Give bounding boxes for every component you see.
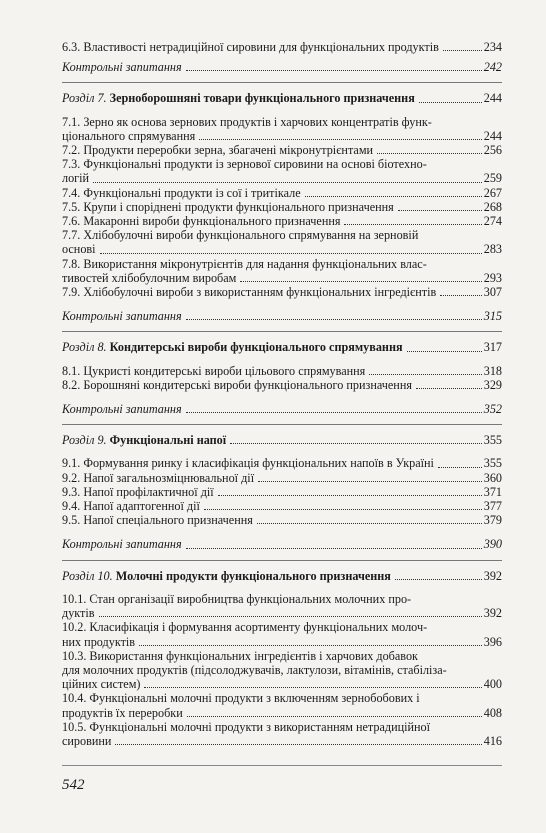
entry-title: 6.3. Властивості нетрадиційної сировини для функціональних продуктів [62,40,439,54]
chapter-heading [62,91,502,105]
page-number: 293 [483,270,502,285]
toc-entry [62,214,502,228]
page-number: 259 [483,171,502,186]
page-number: 244 [483,91,502,106]
entry-title: 7.2. Продукти переробки зерна, збагачені мікронутрієнтами [62,143,374,158]
toc-entry [62,186,502,200]
dot-leader [186,319,482,320]
page-number: 379 [483,513,502,528]
page-number: 392 [483,606,502,621]
chapter-title: Кондитерські вироби функціонального спрямування [109,340,403,355]
dot-leader [204,509,482,510]
dot-leader [438,467,482,468]
entry-title: Контрольні запитання [62,309,182,324]
entry-title-line: 7.7. Хлібобулочні вироби функціонального спрямування на зерновій [62,228,419,243]
page-folio: 542 [62,777,85,793]
chapter-title: Функціональні напої [109,433,227,448]
dot-leader [395,579,482,580]
page-number: 408 [483,705,502,720]
page-number: 360 [483,470,502,485]
toc-entry [62,620,502,648]
entry-title-line: ціонального спрямування [62,128,196,143]
dot-leader [377,153,482,154]
entry-title-line: 7.1. Зерно як основа зернових продуктів і харчових концентратів функ- [62,114,432,129]
dot-leader [187,716,482,717]
entry-title-line: для молочних продуктів (підсолоджувачів, лактулози, вітамінів, стабіліза- [62,662,447,677]
toc-entry [62,471,502,485]
toc-entry [62,200,502,214]
dot-leader [144,687,481,688]
page-number: 242 [483,60,502,75]
page-number: 352 [483,402,502,417]
entry-title: 8.1. Цукристі кондитерські вироби цільового спрямування [62,363,366,378]
entry-title-line: 10.1. Стан організації виробництва функціональних молочних про- [62,591,412,606]
page-number: 355 [483,433,502,448]
toc-entry [62,157,502,185]
divider [62,560,502,561]
entry-title: 9.2. Напої загальнозміцнювальної дії [62,470,255,485]
toc-entry [62,485,502,499]
page-number: 307 [483,285,502,300]
dot-leader [416,388,482,389]
dot-leader [186,412,482,413]
page-number: 377 [483,499,502,514]
page-number: 318 [483,363,502,378]
page-number: 329 [483,377,502,392]
page-number: 267 [483,185,502,200]
entry-title: 9.5. Напої спеціального призначення [62,513,253,528]
entry-title-line: тивостей хлібобулочним виробам [62,270,237,285]
entry-title: 9.1. Формування ринку і класифікація функціональних напоїв в Україні [62,456,434,471]
page-number: 416 [483,733,502,748]
entry-title-line: ційних систем) [62,677,141,692]
chapter-label: Розділ 10. [62,568,113,583]
dot-leader [407,351,482,352]
dot-leader [443,50,482,51]
chapter-heading [62,433,502,447]
page-number: 390 [483,537,502,552]
page-number: 268 [483,199,502,214]
dot-leader [344,224,481,225]
entry-title-line: дуктів [62,606,95,621]
chapter-title: Зерноборошняні товари функціонального призначення [109,91,415,106]
dot-leader [99,616,482,617]
chapter-label: Розділ 7. [62,91,107,106]
dot-leader [115,744,481,745]
chapter-title: Молочні продукти функціонального призначення [115,568,391,583]
control-questions-entry [62,60,502,74]
entry-title-line: сировини [62,733,112,748]
entry-title-line: них продуктів [62,634,136,649]
page-number: 317 [483,340,502,355]
entry-title-line: 10.5. Функціональні молочні продукти з використанням нетрадиційної [62,719,431,734]
entry-title: 7.6. Макаронні вироби функціонального призначення [62,214,341,229]
toc-entry [62,499,502,513]
page-number: 283 [483,242,502,257]
chapter-label: Розділ 8. [62,340,107,355]
toc-entry [62,257,502,285]
entry-title-line: 10.4. Функціональні молочні продукти з включенням зернобобових і [62,691,420,706]
dot-leader [100,253,482,254]
chapter-heading [62,340,502,354]
footer-rule [62,765,502,766]
entry-title: 7.9. Хлібобулочні вироби з використанням функціональних інгредієнтів [62,285,437,300]
chapter-heading [62,569,502,583]
page-number: 256 [483,143,502,158]
dot-leader [186,70,482,71]
entry-title-line: продуктів їх переробки [62,705,183,720]
page-number: 396 [483,634,502,649]
page-number: 244 [483,128,502,143]
toc-entry [62,691,502,719]
page-number: 274 [483,214,502,229]
dot-leader [139,645,482,646]
toc-entry [62,720,502,748]
divider [62,424,502,425]
entry-title-line: 7.8. Використання мікронутрієнтів для надання функціональних влас- [62,256,427,271]
toc-entry [62,143,502,157]
toc-entry [62,649,502,692]
entry-title: Контрольні запитання [62,60,182,75]
entry-title: 8.2. Борошняні кондитерські вироби функціонального призначення [62,377,412,392]
dot-leader [440,295,481,296]
dot-leader [199,139,481,140]
toc-entry [62,513,502,527]
control-questions-entry [62,537,502,551]
entry-title: 7.4. Функціональні продукти із сої і тритікале [62,185,301,200]
entry-title-line: 10.2. Класифікація і формування асортименту функціональних молоч- [62,620,428,635]
entry-title: Контрольні запитання [62,537,182,552]
entry-title: 9.4. Напої адаптогенної дії [62,499,200,514]
dot-leader [258,481,482,482]
dot-leader [305,196,482,197]
dot-leader [398,210,482,211]
toc-entry [62,456,502,470]
entry-title: Контрольні запитання [62,402,182,417]
dot-leader [419,102,482,103]
dot-leader [93,182,482,183]
entry-title-line: логій [62,171,90,186]
entry-title-line: 7.3. Функціональні продукти із зернової сировини на основі біотехно- [62,157,427,172]
divider [62,82,502,83]
table-of-contents [62,40,502,748]
dot-leader [230,443,482,444]
page-number: 400 [483,677,502,692]
dot-leader [240,281,481,282]
control-questions-entry [62,402,502,416]
entry-title: 9.3. Напої профілактичної дії [62,484,214,499]
toc-entry [62,115,502,143]
control-questions-entry [62,309,502,323]
page-number: 315 [483,309,502,324]
page-number: 355 [483,456,502,471]
dot-leader [369,374,481,375]
divider [62,331,502,332]
toc-entry [62,592,502,620]
entry-title: 7.5. Крупи і споріднені продукти функціонального призначення [62,199,394,214]
dot-leader [257,523,482,524]
dot-leader [186,548,482,549]
chapter-label: Розділ 9. [62,433,107,448]
page-number: 234 [483,40,502,54]
entry-title-line: основі [62,242,96,257]
toc-entry [62,364,502,378]
toc-entry [62,40,502,54]
dot-leader [218,495,482,496]
toc-entry [62,378,502,392]
toc-entry [62,228,502,256]
page-number: 371 [483,484,502,499]
entry-title-line: 10.3. Використання функціональних інгредієнтів і харчових добавок [62,648,418,663]
toc-entry [62,285,502,299]
page-number: 392 [483,568,502,583]
